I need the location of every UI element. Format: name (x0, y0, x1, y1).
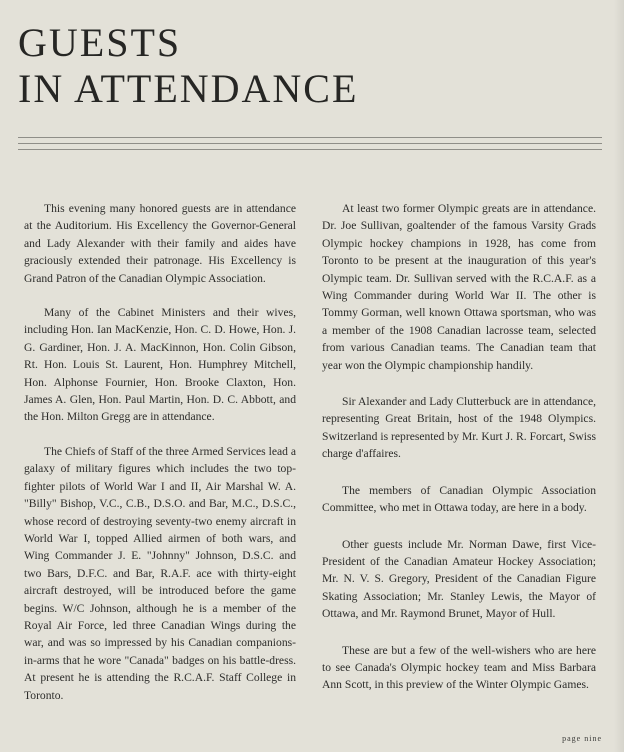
paragraph-honored-guests: This evening many honored guests are in attendance at the Auditorium. His Excellency the Governor-General and Lady Alexander with their family and aides have graciously extended their patronage. His Excellency is Grand Patron of the Canadian Olympic Association. (24, 202, 296, 285)
paragraph-armed-services: The Chiefs of Staff of the three Armed Services lead a galaxy of military figures which includes the two top-fighter pilots of World War I and II, Air Marshal W. A. "Billy" Bishop, V.C., C.B., D.S.O. and Bar, M.C., D.S.C., whose record of destroying seventy-two enemy aircraft in World War I, topped Allied airmen of both wars, and Wing Commander J. E. "Johnny" Johnson, D.S.C. and two Bars, D.F.C. and Bar, R.A.F. ace with thirty-eight aircraft destroyed, will be introduced before the game begins. W/C Johnson, although he is a member of the Royal Air Force, led three Canadian Wings during the war, and was so impressed by his Canadian companions-in-arms that he wore "Canada" badges on his battle-dress. At present he is attending the R.C.A.F. Staff College in Toronto. (24, 444, 296, 702)
rule-line (18, 149, 602, 150)
rule-line (18, 143, 602, 144)
title-line-2: IN ATTENDANCE (18, 66, 359, 111)
paragraph-cabinet-ministers: Many of the Cabinet Ministers and their wives, including Hon. Ian MacKenzie, Hon. C. D. Howe, Hon. J. G. Gardiner, Hon. J. A. MacKinnon, Hon. Colin Gibson, Rt. Hon. Louis St. Laurent, Hon. Humphrey Mitchell, Hon. Alphonse Fournier, Hon. Brooke Claxton, Hon. James A. Glen, Hon. Paul Martin, Hon. D. C. Abbott, and the Hon. Milton Gregg are in attendance. (24, 306, 296, 424)
title-line-1: GUESTS (18, 20, 182, 65)
paragraph-well-wishers: These are but a few of the well-wishers who are here to see Canada's Olympic hockey team and Miss Barbara Ann Scott, in this preview of the Winter Olympic Games. (322, 643, 596, 692)
paragraph-association-committee: The members of Canadian Olympic Association Committee, who met in Ottawa today, are here in a body. (322, 483, 596, 515)
page-number: page nine (562, 734, 602, 743)
rule-line (18, 137, 602, 138)
left-column (24, 200, 296, 721)
right-column (322, 200, 596, 713)
paragraph-other-guests: Other guests include Mr. Norman Dawe, first Vice-President of the Canadian Amateur Hockey Association; Mr. N. V. S. Gregory, President of the Canadian Figure Skating Association; Mr. Stanley Lewis, the Mayor of Ottawa, and Mr. Raymond Brunet, Mayor of Hull. (322, 537, 596, 621)
triple-rule-divider (18, 137, 602, 155)
paragraph-olympic-greats: At least two former Olympic greats are in attendance. Dr. Joe Sullivan, goaltender of the famous Varsity Grads Olympic hockey champions in 1928, has come from Toronto to be present at the inauguration of this year's Olympic team. Dr. Sullivan served with the R.C.A.F. as a Wing Commander during World War II. The other is Tommy Gorman, well known Ottawa sportsman, who was a member of the 1908 Canadian lacrosse team, selected from various Canadian teams. The Canadian team that year won the Olympic championship handily. (322, 202, 596, 372)
paragraph-clutterbuck: Sir Alexander and Lady Clutterbuck are in attendance, representing Great Britain, host of the 1948 Olympics. Switzerland is represented by Mr. Kurt J. R. Forcart, Swiss charge d'affaires. (322, 395, 596, 461)
page-title (18, 20, 358, 112)
